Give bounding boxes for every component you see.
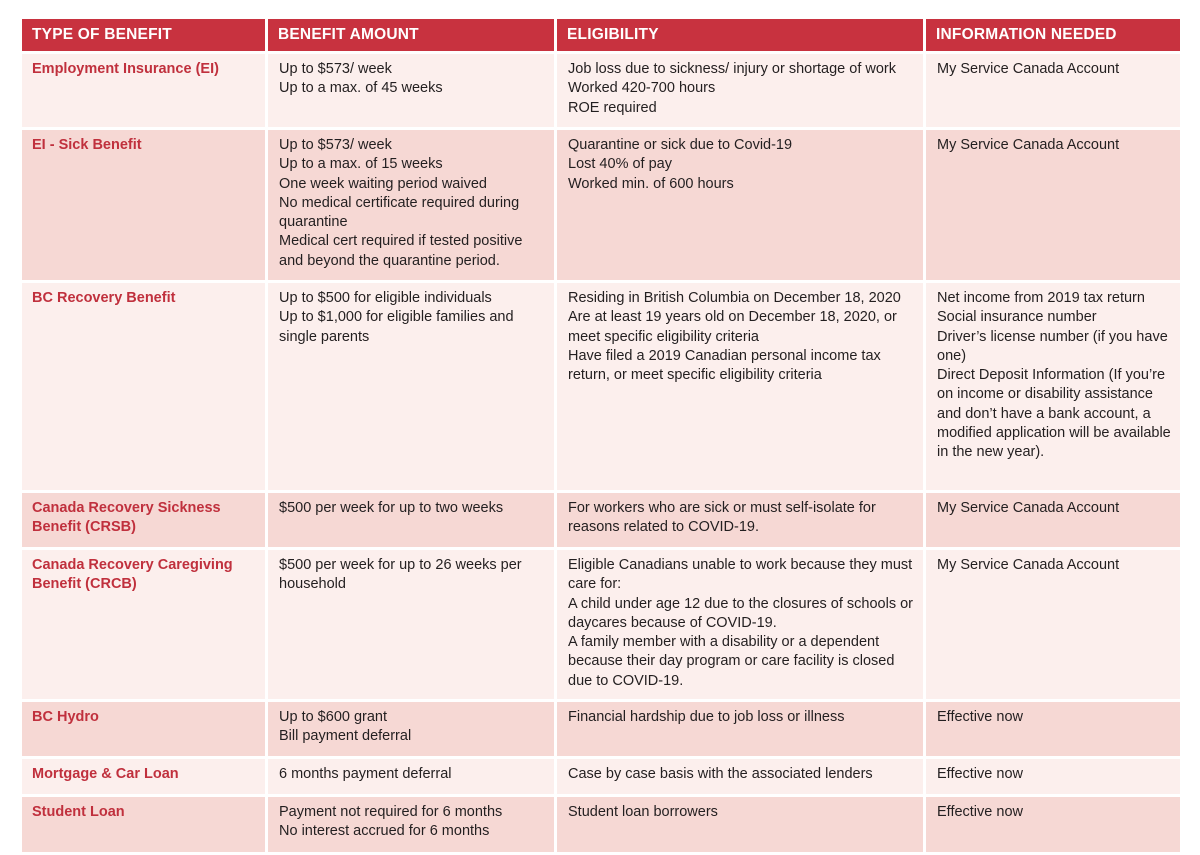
information-needed-line: My Service Canada Account <box>937 137 1120 153</box>
information-needed-line: Driver’s license number (if you have one) <box>937 328 1168 364</box>
benefit-amount-line: 6 months payment deferral <box>279 766 452 782</box>
information-needed-line: Social insurance number <box>937 309 1097 326</box>
header-information-needed: INFORMATION NEEDED <box>926 19 1180 51</box>
table-row <box>22 493 1180 547</box>
eligibility-line: Residing in British Columbia on December 18, 2020 <box>568 290 901 306</box>
benefit-amount-line: $500 per week for up to two weeks <box>279 500 504 516</box>
eligibility-line: ROE required <box>568 99 657 116</box>
benefit-amount-cell <box>268 283 554 490</box>
benefit-amount-line: Up to $573/ week <box>279 61 392 77</box>
table-row <box>22 550 1180 699</box>
information-needed-cell <box>926 759 1180 794</box>
eligibility-line: Job loss due to sickness/ injury or shortage of work <box>568 61 897 77</box>
benefit-amount-line: Up to $573/ week <box>279 137 392 153</box>
table-row <box>22 797 1180 852</box>
eligibility-cell <box>557 702 923 756</box>
benefit-amount-cell <box>268 702 554 756</box>
information-needed-line: Effective now <box>937 804 1023 820</box>
eligibility-cell <box>557 797 923 852</box>
benefit-amount-line: Up to a max. of 15 weeks <box>279 156 443 173</box>
information-needed-cell <box>926 130 1180 280</box>
eligibility-line: For workers who are sick or must self-isolate for reasons related to COVID-19. <box>568 500 876 536</box>
benefit-amount-line: Up to a max. of 45 weeks <box>279 80 443 97</box>
benefit-amount-line: $500 per week for up to 26 weeks per household <box>279 557 522 593</box>
information-needed-cell <box>926 54 1180 127</box>
benefit-amount-cell <box>268 759 554 794</box>
benefit-amount-cell <box>268 550 554 699</box>
header-row <box>22 19 1180 51</box>
benefit-amount-line: One week waiting period waived <box>279 175 487 192</box>
information-needed-line: Effective now <box>937 766 1023 782</box>
benefit-amount-cell <box>268 54 554 127</box>
information-needed-line: Direct Deposit Information (If you’re on income or disability assistance and don’t have a bank account, a modified application will be available in the new year). <box>937 367 1171 461</box>
eligibility-cell <box>557 550 923 699</box>
eligibility-line: Lost 40% of pay <box>568 156 672 173</box>
information-needed-line: My Service Canada Account <box>937 557 1120 573</box>
eligibility-line: A child under age 12 due to the closures of schools or daycares because of COVID-19. <box>568 595 913 631</box>
eligibility-line: Are at least 19 years old on December 18, 2020, or meet specific eligibility criteria <box>568 309 897 345</box>
eligibility-line: Eligible Canadians unable to work because they must care for: <box>568 557 913 593</box>
eligibility-cell <box>557 759 923 794</box>
information-needed-cell <box>926 702 1180 756</box>
eligibility-line: Worked min. of 600 hours <box>568 175 734 192</box>
information-needed-cell <box>926 283 1180 490</box>
eligibility-cell <box>557 283 923 490</box>
information-needed-cell <box>926 550 1180 699</box>
information-needed-line: My Service Canada Account <box>937 61 1120 77</box>
benefit-amount-line: No interest accrued for 6 months <box>279 823 490 840</box>
benefit-amount-line: Up to $500 for eligible individuals <box>279 290 492 306</box>
benefit-amount-line: Payment not required for 6 months <box>279 804 503 820</box>
header-type-of-benefit: TYPE OF BENEFIT <box>22 19 265 51</box>
eligibility-cell <box>557 54 923 127</box>
benefit-amount-line: Up to $600 grant <box>279 709 388 725</box>
benefits-table <box>19 16 1183 855</box>
information-needed-cell <box>926 797 1180 852</box>
benefit-type-cell: EI - Sick Benefit <box>22 130 265 280</box>
table-row <box>22 759 1180 794</box>
eligibility-line: A family member with a disability or a dependent because their day program or care facility is closed due to COVID-19. <box>568 634 895 689</box>
benefit-type-cell: Canada Recovery Caregiving Benefit (CRCB) <box>22 550 265 699</box>
table-row <box>22 54 1180 127</box>
benefit-type-cell: BC Recovery Benefit <box>22 283 265 490</box>
table-row <box>22 283 1180 490</box>
table-row <box>22 130 1180 280</box>
benefit-type-cell: Employment Insurance (EI) <box>22 54 265 127</box>
eligibility-line: Quarantine or sick due to Covid-19 <box>568 137 793 153</box>
eligibility-line: Financial hardship due to job loss or illness <box>568 709 845 725</box>
benefit-amount-cell <box>268 493 554 547</box>
table-row <box>22 702 1180 756</box>
benefit-type-cell: Canada Recovery Sickness Benefit (CRSB) <box>22 493 265 547</box>
eligibility-cell <box>557 493 923 547</box>
eligibility-cell <box>557 130 923 280</box>
benefit-amount-cell <box>268 130 554 280</box>
benefit-amount-line: Up to $1,000 for eligible families and single parents <box>279 309 514 345</box>
benefit-type-cell: Mortgage & Car Loan <box>22 759 265 794</box>
benefit-amount-line: No medical certificate required during quarantine <box>279 194 520 231</box>
information-needed-line: Effective now <box>937 709 1023 725</box>
eligibility-line: Case by case basis with the associated lenders <box>568 766 873 782</box>
benefits-table-container <box>22 19 1180 852</box>
eligibility-line: Student loan borrowers <box>568 804 718 820</box>
benefit-amount-line: Bill payment deferral <box>279 728 412 745</box>
benefit-type-cell: BC Hydro <box>22 702 265 756</box>
eligibility-line: Worked 420-700 hours <box>568 80 716 97</box>
information-needed-cell <box>926 493 1180 547</box>
information-needed-line: My Service Canada Account <box>937 500 1120 516</box>
eligibility-line: Have filed a 2019 Canadian personal income tax return, or meet specific eligibility criteria <box>568 347 881 384</box>
header-eligibility: ELIGIBILITY <box>557 19 923 51</box>
benefit-type-cell: Student Loan <box>22 797 265 852</box>
information-needed-line: Net income from 2019 tax return <box>937 290 1145 306</box>
header-benefit-amount: BENEFIT AMOUNT <box>268 19 554 51</box>
table-body <box>22 54 1180 852</box>
benefit-amount-line: Medical cert required if tested positive and beyond the quarantine period. <box>279 233 523 269</box>
benefit-amount-cell <box>268 797 554 852</box>
